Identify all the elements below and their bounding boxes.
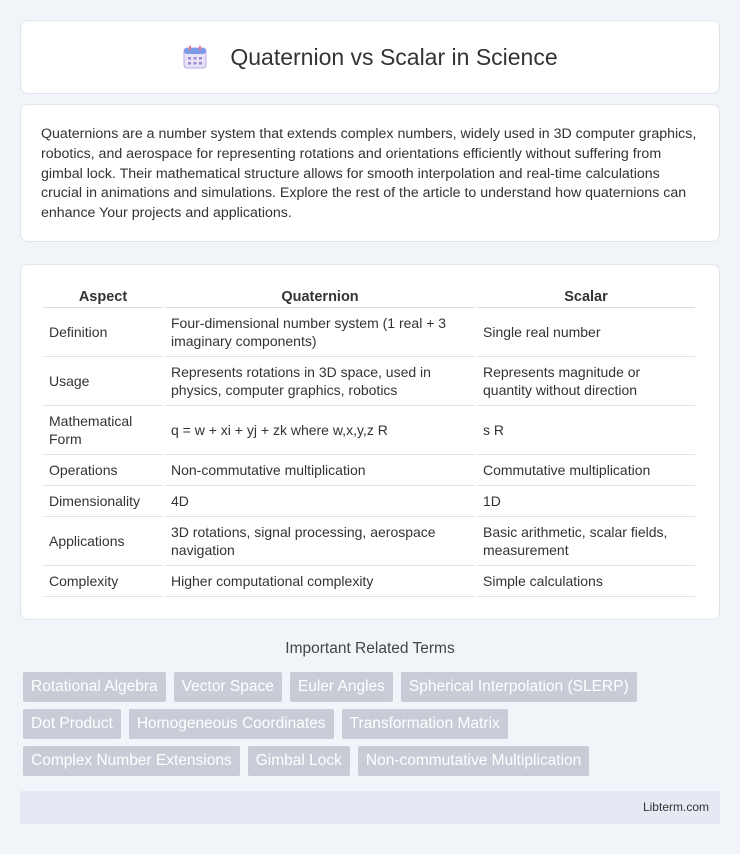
cell-aspect: Complexity xyxy=(43,566,163,597)
table-row xyxy=(43,357,695,406)
cell-aspect: Operations xyxy=(43,455,163,486)
term-tag[interactable]: Gimbal Lock xyxy=(248,746,350,776)
cell-scalar: Single real number xyxy=(477,308,695,357)
cell-scalar: Represents magnitude or quantity without direction xyxy=(477,357,695,406)
header-scalar: Scalar xyxy=(477,286,695,308)
cell-quaternion: Represents rotations in 3D space, used in physics, computer graphics, robotics xyxy=(165,357,475,406)
term-tag[interactable]: Euler Angles xyxy=(290,672,393,702)
cell-aspect: Usage xyxy=(43,357,163,406)
calendar-icon xyxy=(182,44,208,70)
header-aspect: Aspect xyxy=(43,286,163,308)
table-row xyxy=(43,455,695,486)
cell-quaternion: 3D rotations, signal processing, aerospace navigation xyxy=(165,517,475,566)
footer-site-link[interactable]: Libterm.com xyxy=(642,800,709,814)
related-terms-list xyxy=(23,672,723,783)
cell-aspect: Definition xyxy=(43,308,163,357)
cell-scalar: Simple calculations xyxy=(477,566,695,597)
intro-card xyxy=(20,104,720,242)
cell-scalar: Basic arithmetic, scalar fields, measurement xyxy=(477,517,695,566)
cell-scalar: s R xyxy=(477,406,695,455)
term-tag[interactable]: Dot Product xyxy=(23,709,121,739)
related-terms-title: Important Related Terms xyxy=(285,640,455,657)
comparison-table-card xyxy=(20,264,720,620)
cell-aspect: Applications xyxy=(43,517,163,566)
term-tag[interactable]: Spherical Interpolation (SLERP) xyxy=(401,672,637,702)
cell-quaternion: 4D xyxy=(165,486,475,517)
footer xyxy=(20,791,720,824)
term-tag[interactable]: Rotational Algebra xyxy=(23,672,166,702)
cell-quaternion: Higher computational complexity xyxy=(165,566,475,597)
cell-quaternion: Four-dimensional number system (1 real + 3 imaginary components) xyxy=(165,308,475,357)
table-row xyxy=(43,406,695,455)
table-row xyxy=(43,517,695,566)
comparison-table xyxy=(41,286,697,597)
page-title: Quaternion vs Scalar in Science xyxy=(230,43,558,70)
term-tag[interactable]: Vector Space xyxy=(174,672,282,702)
cell-scalar: 1D xyxy=(477,486,695,517)
table-row xyxy=(43,566,695,597)
term-tag[interactable]: Non-commutative Multiplication xyxy=(358,746,589,776)
cell-quaternion: q = w + xi + yj + zk where w,x,y,z R xyxy=(165,406,475,455)
intro-paragraph: Quaternions are a number system that extends complex numbers, widely used in 3D computer graphics, robotics, and aerospace for representing rotations and orientations efficiently without suffering from gimbal lock. Their mathematical structure allows for smooth interpolation and real-time calculations crucial in animations and simulations. Explore the rest of the article to understand how quaternions can enhance Your projects and applications. xyxy=(41,126,697,222)
term-tag[interactable]: Transformation Matrix xyxy=(342,709,508,739)
cell-aspect: Dimensionality xyxy=(43,486,163,517)
header-quaternion: Quaternion xyxy=(165,286,475,308)
table-row xyxy=(43,486,695,517)
term-tag[interactable]: Complex Number Extensions xyxy=(23,746,240,776)
table-row xyxy=(43,308,695,357)
term-tag[interactable]: Homogeneous Coordinates xyxy=(129,709,334,739)
cell-scalar: Commutative multiplication xyxy=(477,455,695,486)
cell-quaternion: Non-commutative multiplication xyxy=(165,455,475,486)
cell-aspect: Mathematical Form xyxy=(43,406,163,455)
header-card xyxy=(20,20,720,94)
